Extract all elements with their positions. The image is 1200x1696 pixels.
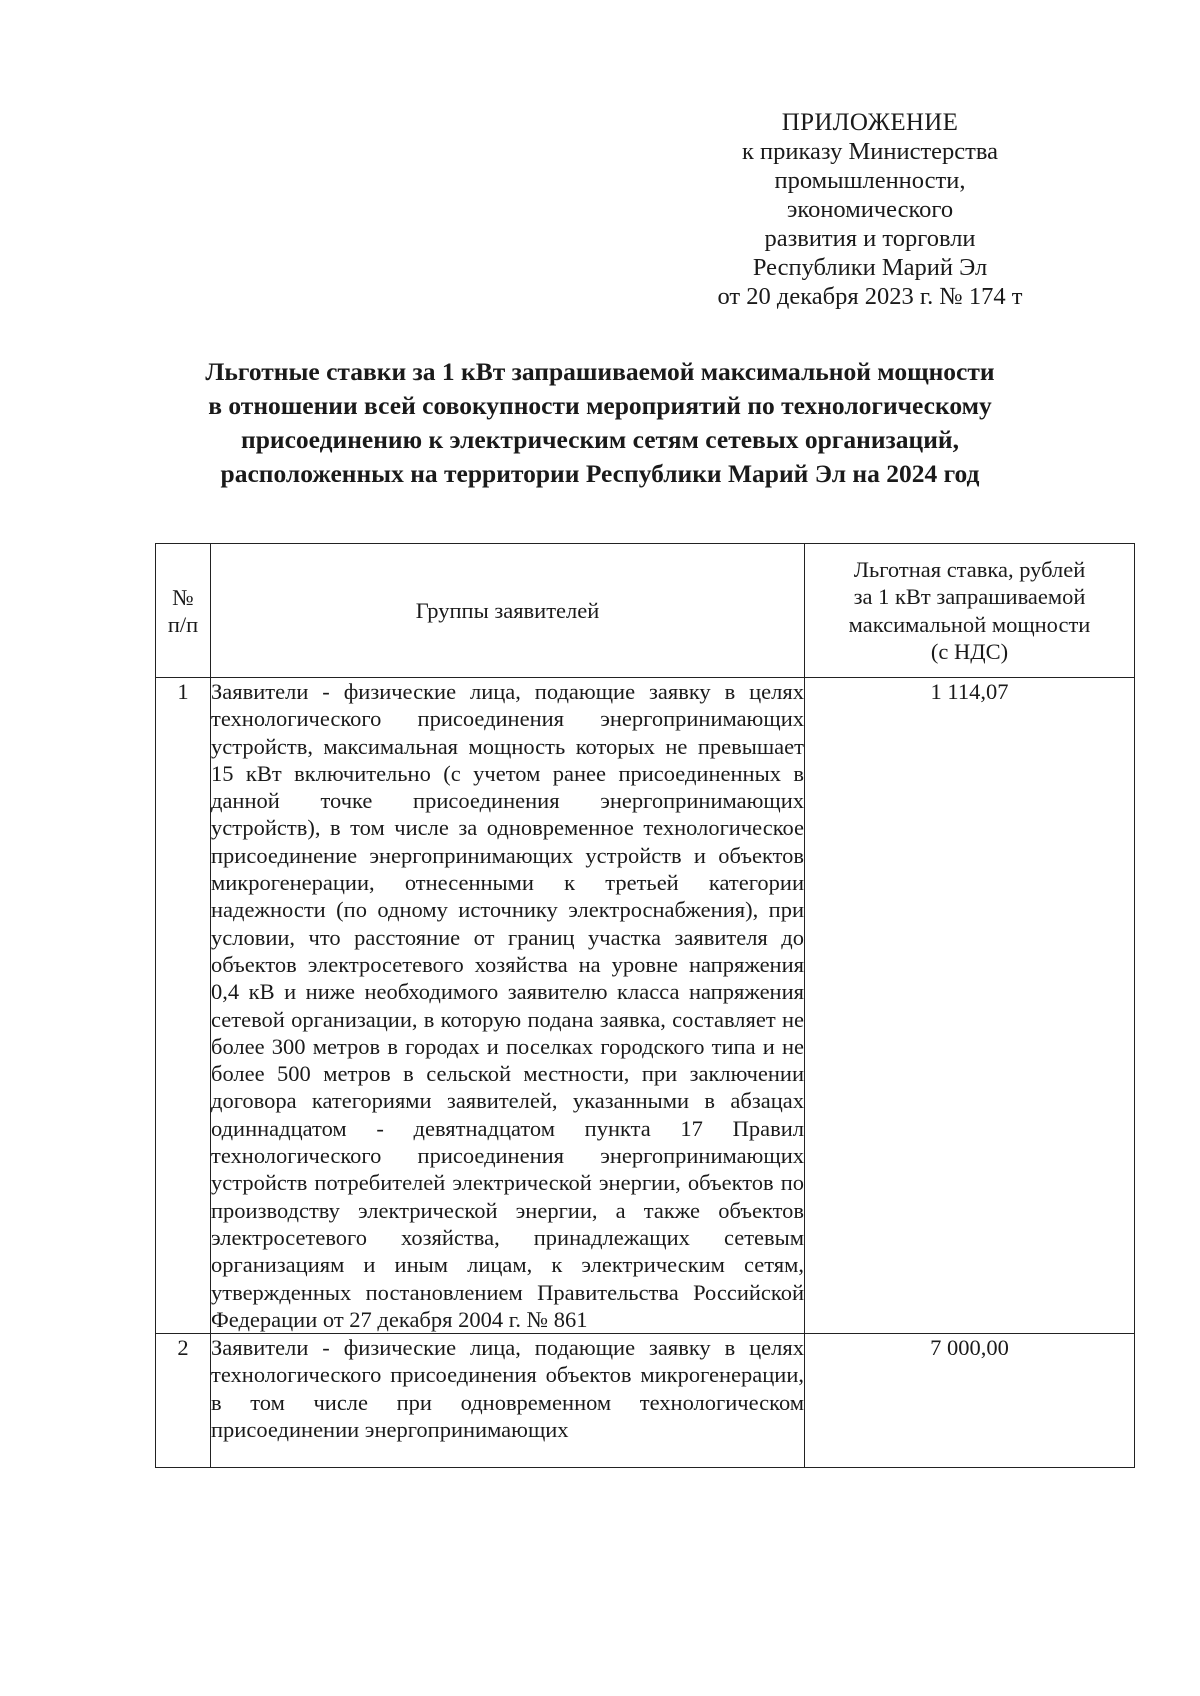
header-rate-line: за 1 кВт запрашиваемой xyxy=(853,584,1086,610)
header-rate-line: Льготная ставка, рублей xyxy=(853,556,1086,582)
header-groups: Группы заявителей xyxy=(211,544,805,678)
header-number xyxy=(156,544,211,678)
rates-table xyxy=(155,543,1135,1468)
header-rate-line: максимальной мощности xyxy=(848,611,1091,637)
row-applicant-group: Заявители - физические лица, подающие заявку в целях технологического присоединения энергопринимающих устройств, максимальная мощность которых не превышает 15 кВт включительно (с учетом ранее присоединенных в данной точке присоединения энергопринимающих устройств), в том числе за одновременное технологическое присоединение энергопринимающих устройств и объектов микрогенерации, отнесенными к третьей категории надежности (по одному источнику электроснабжения), при условии, что расстояние от границ участка заявителя до объектов электросетевого хозяйства на уровне напряжения 0,4 кВ и ниже необходимого заявителю класса напряжения сетевой организации, в которую подана заявка, составляет не более 300 метров в городах и поселках городского типа и не более 500 метров в сельской местности, при заключении договора категориями заявителей, указанными в абзацах одиннадцатом - девятнадцатом пункта 17 Правил технологического присоединения энергопринимающих устройств потребителей электрической энергии, объектов по производству электрической энергии, а также объектов электросетевого хозяйства, принадлежащих сетевым организациям и иным лицам, к электрическим сетям, утвержденных постановлением Правительства Российской Федерации от 27 декабря 2004 г. № 861 xyxy=(211,679,804,1332)
header-number-line: п/п xyxy=(167,611,199,637)
row-rate: 7 000,00 xyxy=(805,1334,1135,1468)
appendix-line: развития и торговли xyxy=(764,225,976,252)
appendix-line-order-date: от 20 декабря 2023 г. № 174 т xyxy=(717,283,1023,310)
row-number: 1 xyxy=(156,678,211,1334)
row-number: 2 xyxy=(156,1334,211,1468)
appendix-line: Республики Марий Эл xyxy=(752,254,988,281)
appendix-line: к приказу Министерства xyxy=(742,138,998,165)
table-row xyxy=(156,678,1135,1334)
document-title-line: расположенных на территории Республики Марий Эл на 2024 год xyxy=(220,459,980,488)
header-rate-line: (с НДС) xyxy=(930,638,1009,664)
appendix-header xyxy=(690,108,1050,311)
header-rate xyxy=(805,544,1135,678)
document-title-line: в отношении всей совокупности мероприятий по технологическому xyxy=(208,391,992,420)
document-title-line: Льготные ставки за 1 кВт запрашиваемой максимальной мощности xyxy=(205,357,995,386)
header-number-line: № xyxy=(172,584,194,610)
row-applicant-group: Заявители - физические лица, подающие заявку в целях технологического присоединения объектов микрогенерации, в том числе при одновременном технологическом присоединении энергопринимающих xyxy=(211,1334,805,1468)
appendix-title: ПРИЛОЖЕНИЕ xyxy=(781,109,959,136)
row-rate: 1 114,07 xyxy=(805,678,1135,1334)
table-header-row xyxy=(156,544,1135,678)
document-title-line: присоединению к электрическим сетям сетевых организаций, xyxy=(241,425,959,454)
appendix-line: промышленности, экономического xyxy=(774,167,966,223)
table-row xyxy=(156,1334,1135,1468)
document-title xyxy=(150,355,1050,491)
